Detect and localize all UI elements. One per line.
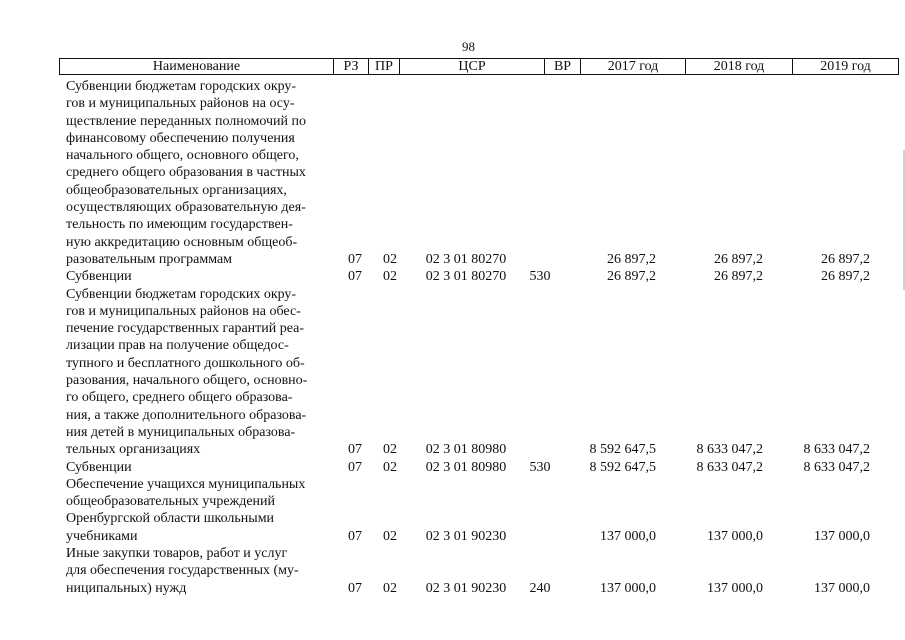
row-name-line: среднего общего образования в частных [66, 165, 306, 181]
table-row [0, 459, 905, 476]
column-header-pr: ПР [369, 59, 400, 75]
pr-cell: 02 [383, 269, 397, 285]
row-name-line: тельных организациях [66, 442, 201, 458]
rz-cell: 07 [348, 528, 362, 544]
row-name-line: начального общего, основного общего, [66, 148, 299, 164]
column-header-2017: 2017 год [581, 59, 686, 75]
column-header-csr: ЦСР [400, 59, 545, 75]
table-row [0, 476, 905, 545]
row-name-cell [66, 459, 334, 476]
column-header-vr: ВР [545, 59, 581, 75]
csr-cell: 02 3 01 80270 [425, 269, 507, 285]
amount-2017-cell: 137 000,0 [600, 580, 656, 596]
row-name-line: Субвенции [66, 269, 132, 285]
amount-2018-cell: 26 897,2 [714, 252, 763, 267]
pr-cell: 02 [383, 580, 397, 596]
pr-cell: 02 [383, 442, 397, 458]
row-name-line: разовательным программам [66, 251, 233, 267]
amount-2019-cell: 26 897,2 [821, 252, 870, 267]
page-number: 98 [462, 39, 475, 54]
row-name-line: общеобразовательных организациях, [66, 182, 287, 198]
row-name-cell [66, 268, 334, 285]
row-name-cell [66, 78, 334, 268]
amount-2017-cell: 26 897,2 [607, 269, 656, 285]
pr-cell: 02 [383, 459, 397, 475]
rz-cell: 07 [348, 580, 362, 596]
amount-2019-cell: 137 000,0 [814, 580, 870, 596]
table-row [0, 286, 905, 459]
row-name-line: печение государственных гарантий реа- [66, 321, 305, 337]
row-name-line: учебниками [66, 528, 138, 544]
amount-2017-cell: 26 897,2 [607, 252, 656, 267]
amount-2017-cell: 137 000,0 [600, 528, 656, 544]
row-name-line: Субвенции бюджетам городских окру- [66, 79, 297, 94]
row-name-line: финансовому обеспечению получения [66, 130, 295, 146]
table-row [0, 78, 905, 268]
amount-2019-cell: 8 633 047,2 [803, 459, 870, 475]
amount-2017-cell: 8 592 647,5 [589, 442, 656, 458]
row-name-line: разования, начального общего, основно- [66, 373, 308, 389]
amount-2019-cell: 26 897,2 [821, 269, 870, 285]
row-name-line: ния детей в муниципальных образова- [66, 424, 296, 440]
vr-cell: 530 [529, 269, 551, 285]
csr-cell: 02 3 01 80980 [425, 459, 507, 475]
row-name-line: тельность по имеющим государствен- [66, 217, 293, 233]
row-name-line: Субвенции [66, 459, 132, 475]
table-row [0, 545, 905, 597]
column-header-rz: РЗ [334, 59, 369, 75]
pr-cell: 02 [383, 252, 397, 267]
amount-2018-cell: 137 000,0 [707, 580, 763, 596]
vr-cell: 530 [529, 459, 551, 475]
row-name-cell [66, 286, 334, 459]
rz-cell: 07 [348, 459, 362, 475]
vr-cell: 240 [529, 580, 551, 596]
row-name-line: гов и муниципальных районов на осу- [66, 96, 295, 112]
row-name-line: Оренбургской области школьными [66, 511, 275, 527]
row-name-line: Обеспечение учащихся муниципальных [66, 476, 306, 492]
column-header-2019: 2019 год [793, 59, 899, 75]
column-header-2018: 2018 год [686, 59, 793, 75]
amount-2017-cell: 8 592 647,5 [589, 459, 656, 475]
row-name-line: тупного и бесплатного дошкольного об- [66, 355, 305, 371]
amount-2018-cell: 137 000,0 [707, 528, 763, 544]
table-row [0, 268, 905, 285]
row-name-cell [66, 545, 334, 597]
row-name-line: для обеспечения государственных (му- [66, 563, 299, 579]
csr-cell: 02 3 01 80270 [425, 252, 507, 267]
csr-cell: 02 3 01 90230 [425, 528, 507, 544]
rz-cell: 07 [348, 269, 362, 285]
row-name-line: гов и муниципальных районов на обес- [66, 303, 301, 319]
pr-cell: 02 [383, 528, 397, 544]
amount-2018-cell: 8 633 047,2 [696, 442, 763, 458]
row-name-line: общеобразовательных учреждений [66, 494, 276, 510]
row-name-line: Субвенции бюджетам городских окру- [66, 286, 297, 302]
csr-cell: 02 3 01 80980 [425, 442, 507, 458]
amount-2018-cell: 8 633 047,2 [696, 459, 763, 475]
row-name-line: ществление переданных полномочий по [66, 113, 306, 129]
row-name-line: ную аккредитацию основным общеоб- [66, 234, 298, 250]
amount-2018-cell: 26 897,2 [714, 269, 763, 285]
row-name-line: лизации прав на получение общедос- [66, 338, 289, 354]
row-name-line: Иные закупки товаров, работ и услуг [66, 546, 288, 562]
row-name-line: осуществляющих образовательную дея- [66, 200, 306, 216]
rz-cell: 07 [348, 252, 362, 267]
row-name-line: го общего, среднего общего образова- [66, 390, 293, 406]
row-name-line: ниципальных) нужд [66, 580, 187, 596]
amount-2019-cell: 8 633 047,2 [803, 442, 870, 458]
row-name-line: ния, а также дополнительного образова- [66, 407, 307, 423]
csr-cell: 02 3 01 90230 [425, 580, 507, 596]
row-name-cell [66, 476, 334, 545]
rz-cell: 07 [348, 442, 362, 458]
column-header-name: Наименование [60, 59, 334, 75]
amount-2019-cell: 137 000,0 [814, 528, 870, 544]
